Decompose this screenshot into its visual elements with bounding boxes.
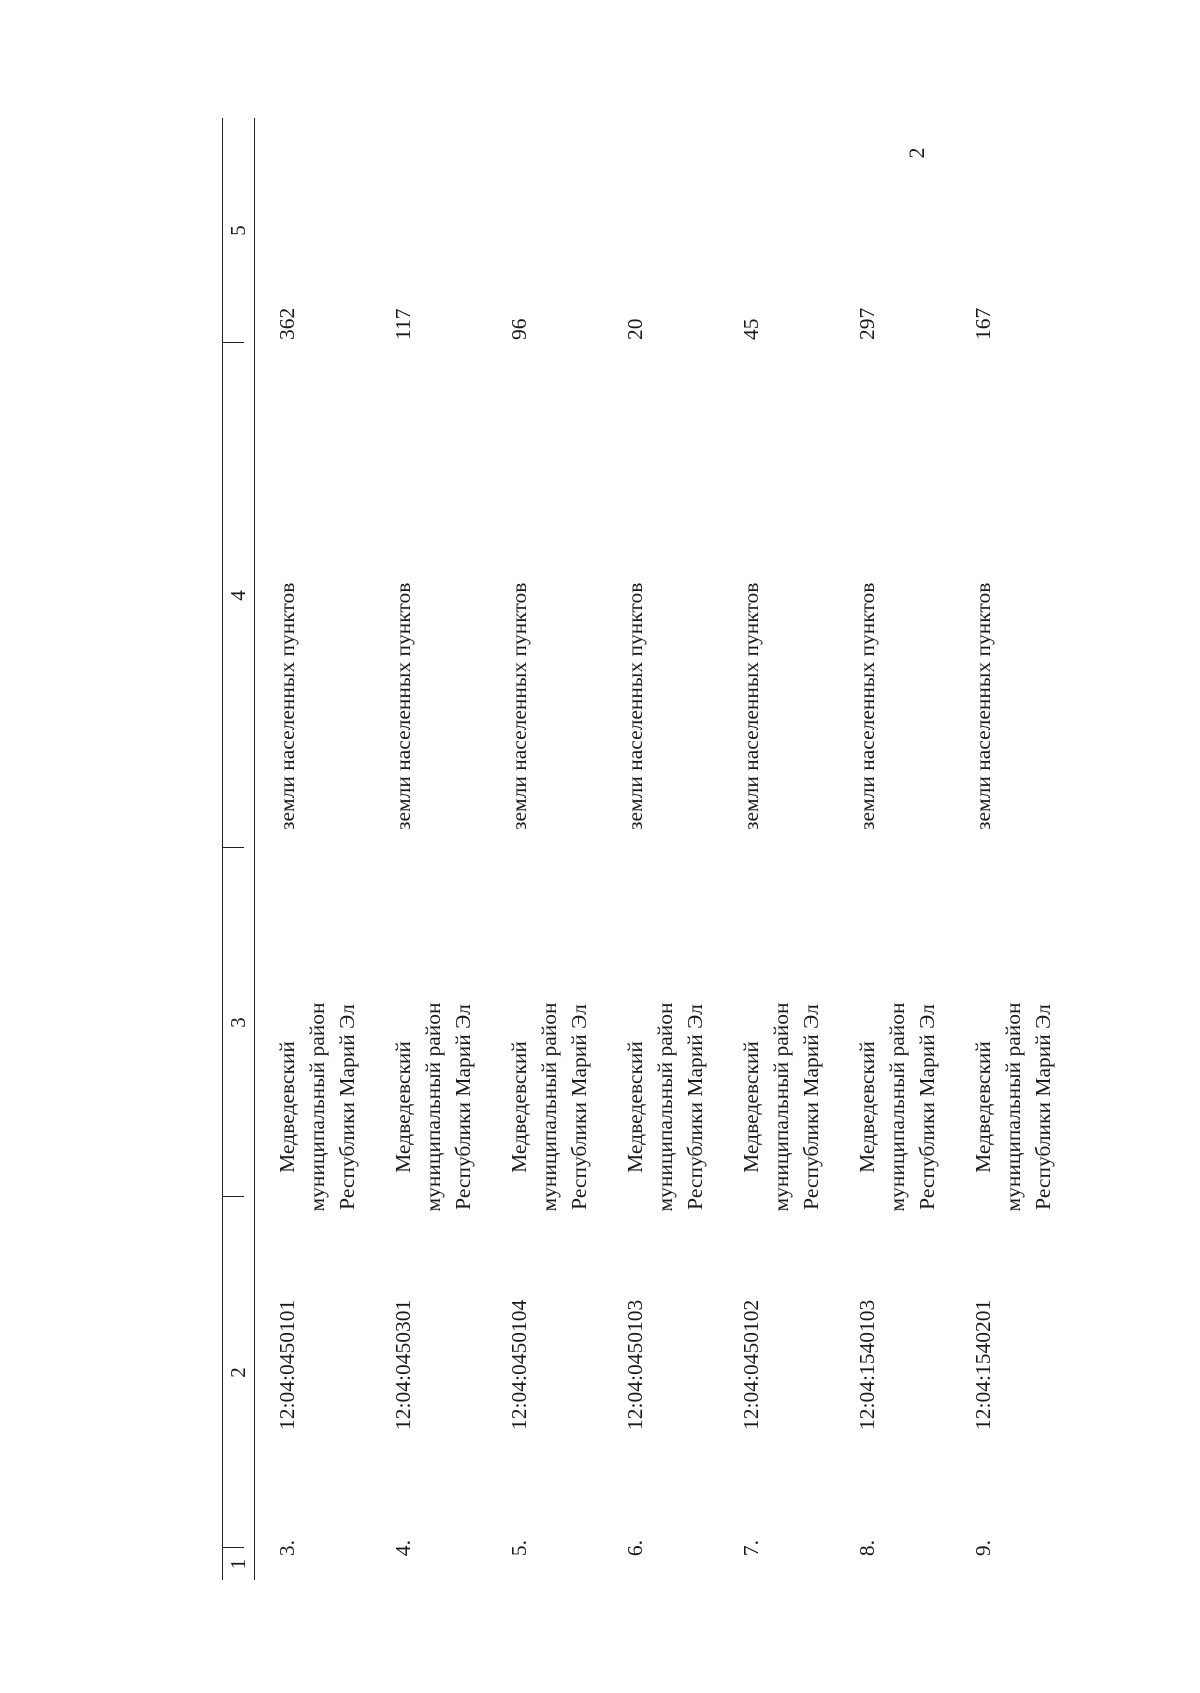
- district-line: Медведевский: [391, 1041, 415, 1173]
- district-line: Медведевский: [855, 1041, 879, 1173]
- district-cell: [620, 992, 710, 1222]
- value-cell: 20: [623, 318, 647, 340]
- district-line: муниципальный район: [653, 1002, 677, 1212]
- district-line: Медведевский: [739, 1041, 763, 1173]
- column-header-2: 2: [226, 1367, 250, 1378]
- district-line: Медведевский: [971, 1041, 995, 1173]
- cadastral-number: 12:04:0450103: [623, 1299, 647, 1430]
- cadastral-number: 12:04:0450301: [391, 1299, 415, 1430]
- table-row: [968, 118, 1086, 1580]
- district-line: муниципальный район: [537, 1002, 561, 1212]
- value-cell: 96: [507, 318, 531, 340]
- district-line: Медведевский: [275, 1041, 299, 1173]
- district-line: муниципальный район: [421, 1002, 445, 1212]
- value-cell: 117: [391, 308, 415, 340]
- district-line: Республики Марий Эл: [799, 1004, 823, 1210]
- district-cell: [852, 992, 942, 1222]
- district-line: Республики Марий Эл: [1031, 1004, 1055, 1210]
- land-category: земли населенных пунктов: [507, 582, 531, 830]
- district-line: Медведевский: [623, 1041, 647, 1173]
- district-line: муниципальный район: [885, 1002, 909, 1212]
- land-category: земли населенных пунктов: [275, 582, 299, 830]
- table-row: [388, 118, 506, 1580]
- column-header-4: 4: [226, 590, 250, 601]
- district-line: муниципальный район: [1001, 1002, 1025, 1212]
- row-number: 5.: [507, 1539, 531, 1557]
- table-row: [852, 118, 970, 1580]
- land-category: земли населенных пунктов: [971, 582, 995, 830]
- row-number: 4.: [391, 1539, 415, 1557]
- land-category: земли населенных пунктов: [623, 582, 647, 830]
- row-number: 7.: [739, 1539, 763, 1557]
- district-line: Республики Марий Эл: [335, 1004, 359, 1210]
- district-cell: [736, 992, 826, 1222]
- district-cell: [272, 992, 362, 1222]
- table-row: [272, 118, 390, 1580]
- row-number: 3.: [275, 1539, 299, 1557]
- column-header-3: 3: [226, 1017, 250, 1028]
- cadastral-number: 12:04:0450104: [507, 1299, 531, 1430]
- table-row: [504, 118, 622, 1580]
- cadastral-number: 12:04:1540103: [855, 1299, 879, 1430]
- cadastral-number: 12:04:0450102: [739, 1299, 763, 1430]
- district-cell: [504, 992, 594, 1222]
- table-row: [620, 118, 738, 1580]
- land-category: земли населенных пунктов: [739, 582, 763, 830]
- district-cell: [388, 992, 478, 1222]
- cadastral-number: 12:04:0450101: [275, 1299, 299, 1430]
- land-category: земли населенных пунктов: [391, 582, 415, 830]
- district-line: Республики Марий Эл: [451, 1004, 475, 1210]
- row-number: 6.: [623, 1539, 647, 1557]
- district-line: муниципальный район: [305, 1002, 329, 1212]
- district-cell: [968, 992, 1058, 1222]
- district-line: Республики Марий Эл: [683, 1004, 707, 1210]
- value-cell: 167: [971, 307, 995, 340]
- column-header-1: 1: [226, 1558, 250, 1570]
- column-header-5: 5: [226, 225, 250, 236]
- row-number: 8.: [855, 1539, 879, 1557]
- page-number: 2: [904, 147, 929, 159]
- land-category: земли населенных пунктов: [855, 582, 879, 830]
- value-cell: 362: [275, 307, 299, 340]
- land-plots-table: [222, 118, 1055, 1580]
- value-cell: 45: [739, 318, 763, 340]
- value-cell: 297: [855, 307, 879, 340]
- district-line: Медведевский: [507, 1041, 531, 1173]
- table-rotation-wrapper: [222, 118, 1055, 1580]
- district-line: Республики Марий Эл: [567, 1004, 591, 1210]
- table-header-row: [222, 118, 255, 1580]
- district-line: Республики Марий Эл: [915, 1004, 939, 1210]
- table-row: [736, 118, 854, 1580]
- district-line: муниципальный район: [769, 1002, 793, 1212]
- cadastral-number: 12:04:1540201: [971, 1299, 995, 1430]
- row-number: 9.: [971, 1539, 995, 1557]
